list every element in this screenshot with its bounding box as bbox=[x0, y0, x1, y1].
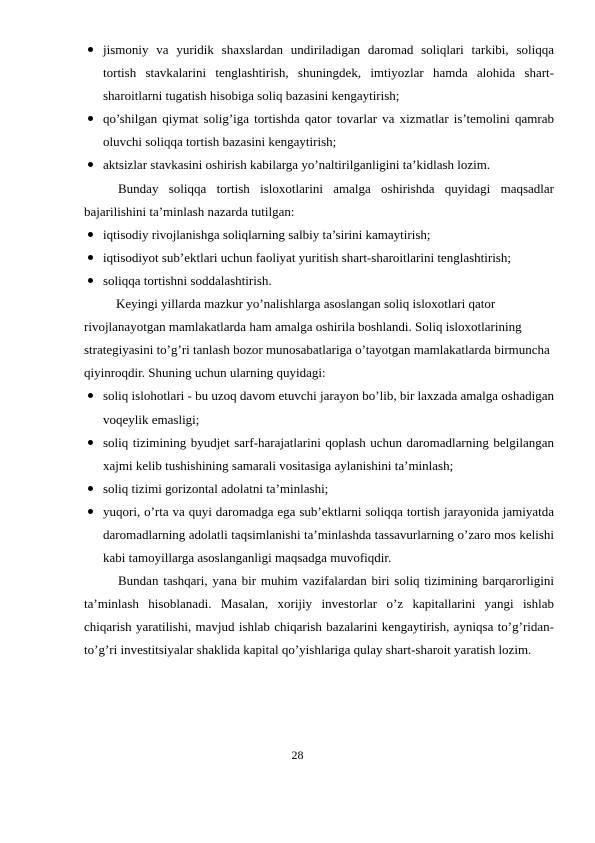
bullet-dot-icon bbox=[88, 509, 93, 514]
bullet-text: qo’shilgan qiymat solig’iga tortishda qator tovarlar va xizmatlar is’temolini qamrab oluvchi soliqqa tortish bazasini kengaytirish; bbox=[103, 111, 554, 150]
bullet-dot-icon bbox=[88, 47, 93, 52]
bullet-dot-icon bbox=[88, 486, 93, 491]
page-body bbox=[84, 38, 554, 662]
bullet-text: iqtisodiyot sub’ektlari uchun faoliyat yuritish shart-sharoitlarini tenglashtirish; bbox=[103, 249, 511, 265]
bullet-item bbox=[84, 223, 554, 246]
bullet-item bbox=[84, 107, 554, 153]
bullet-dot-icon bbox=[88, 255, 93, 260]
bullet-dot-icon bbox=[88, 116, 93, 121]
bullet-dot-icon bbox=[88, 162, 93, 167]
bullet-item bbox=[84, 153, 554, 176]
bullet-text: aktsizlar stavkasini oshirish kabilarga yo’naltirilganligini ta’kidlash lozim. bbox=[103, 157, 491, 173]
bullet-item bbox=[84, 269, 554, 292]
bullet-text: soliq tizimining byudjet sarf-harajatlarini qoplash uchun daromadlarning belgilangan xajmi kelib tushishining samarali vositasiga aylanishini ta’minlash; bbox=[103, 434, 554, 473]
bullet-dot-icon bbox=[88, 393, 93, 398]
bullet-item bbox=[84, 431, 554, 477]
page-number: 28 bbox=[291, 748, 304, 762]
bullet-text: soliq tizimi gorizontal adolatni ta’minlashi; bbox=[103, 480, 329, 496]
bullet-dot-icon bbox=[88, 278, 93, 283]
bullet-dot-icon bbox=[88, 440, 93, 445]
bullet-item bbox=[84, 246, 554, 269]
paragraph: Bundan tashqari, yana bir muhim vazifalardan biri soliq tizimining barqarorligini ta’minlash hisoblanadi. Masalan, xorijiy investorlar o’z kapitallarini yangi ishlab chiqarish yaratilishi, mavjud ishlab chiqarish bazalarini kengaytirish, ayniqsa to’g’ridan-to’g’ri investitsiyalar shaklida kapital qo’yishlariga qulay shart-sharoit yaratish lozim. bbox=[84, 573, 554, 658]
bullet-item bbox=[84, 384, 554, 430]
bullet-item bbox=[84, 500, 554, 569]
paragraph: Bunday soliqqa tortish isloxotlarini amalga oshirishda quyidagi maqsadlar bajarilishini ta’minlash nazarda tutilgan: bbox=[84, 180, 554, 219]
bullet-dot-icon bbox=[88, 232, 93, 237]
bullet-item bbox=[84, 38, 554, 107]
paragraph: Keyingi yillarda mazkur yo’nalishlarga asoslangan soliq isloxotlari qator rivojlanayotgan mamlakatlarda ham amalga oshirila boshlandi. Soliq isloxotlarining strategiyasini to’g’ri tanlash bozor munosabatlariga o’tayotgan mamlakatlarda birmuncha qiyinroqdir. Shuning uchun ularning quyidagi: bbox=[84, 296, 550, 381]
bullet-text: soliq islohotlari - bu uzoq davom etuvchi jarayon bo’lib, bir laxzada amalga oshadigan voqeylik emasligi; bbox=[103, 388, 554, 427]
bullet-text: yuqori, o’rta va quyi daromadga ega sub’ektlarni soliqqa tortish jarayonida jamiyatda daromadlarning adolatli taqsimlanishi ta’minlashda tassavurlarning o’zaro mos kelishi kabi tamoyillarga asoslanganligi maqsadga muvofiqdir. bbox=[103, 503, 554, 566]
bullet-text: iqtisodiy rivojlanishga soliqlarning salbiy ta’sirini kamaytirish; bbox=[103, 226, 431, 242]
bullet-item bbox=[84, 477, 554, 500]
bullet-text: soliqqa tortishni soddalashtirish. bbox=[103, 272, 272, 288]
bullet-text: jismoniy va yuridik shaxslardan undiriladigan daromad soliqlari tarkibi, soliqqa tortish stavkalarini tenglashtirish, shuningdek, imtiyozlar hamda alohida shart-sharoitlarni tugatish hisobiga soliq bazasini kengaytirish; bbox=[103, 42, 554, 104]
